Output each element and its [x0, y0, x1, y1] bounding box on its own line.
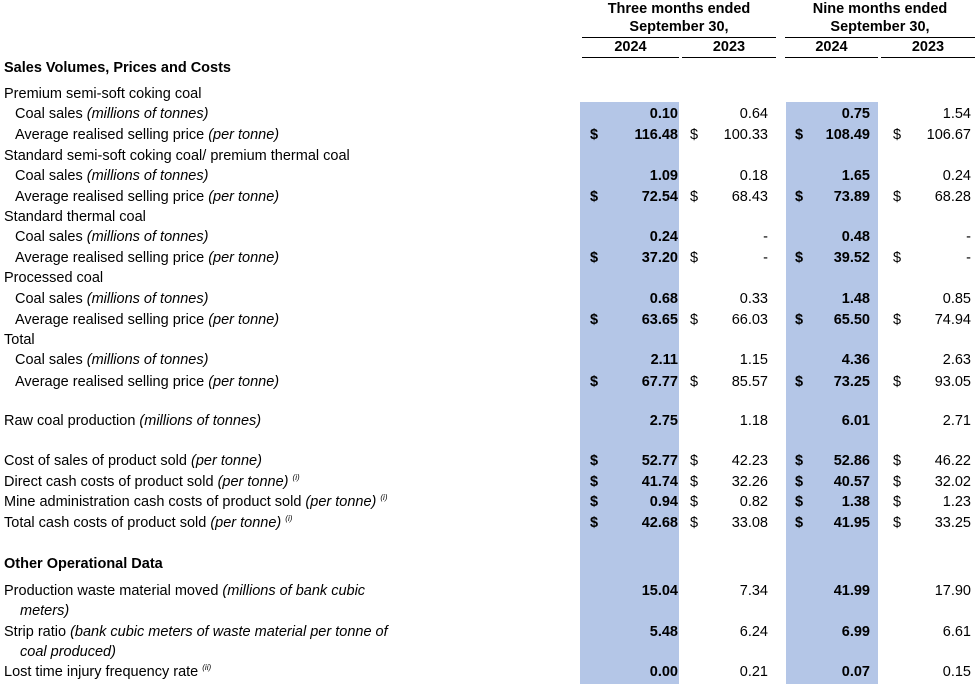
- group-processed-label: Processed coal: [4, 270, 104, 286]
- currency-sign: $: [893, 374, 902, 390]
- year-header-n-2023: 2023: [911, 39, 945, 55]
- row-label: Coal sales (millions of tonnes): [15, 291, 209, 307]
- row-label: Coal sales (millions of tonnes): [15, 168, 209, 184]
- currency-sign: $: [795, 453, 804, 469]
- row-processed-price: [0, 310, 975, 330]
- currency-sign: $: [590, 453, 599, 469]
- row-waste-moved: [0, 581, 975, 621]
- currency-sign: $: [690, 453, 699, 469]
- currency-sign: $: [590, 312, 599, 328]
- value-n-2023: 32.02: [934, 474, 971, 490]
- value-q-2023: 33.08: [731, 515, 768, 531]
- value-n-2023: 46.22: [934, 453, 971, 469]
- group-total: [0, 330, 975, 350]
- row-strip-ratio: [0, 622, 975, 662]
- currency-sign: $: [795, 250, 804, 266]
- currency-sign: $: [690, 515, 699, 531]
- value-q-2023: 1.15: [739, 352, 768, 368]
- value-q-2023: 66.03: [731, 312, 768, 328]
- nine-months-date: September 30,: [830, 19, 930, 35]
- group-processed: [0, 268, 975, 288]
- value-n-2023: 17.90: [934, 583, 971, 599]
- row-total-sales: [0, 350, 975, 370]
- currency-sign: $: [690, 312, 699, 328]
- value-n-2024: 41.99: [833, 583, 870, 599]
- currency-sign: $: [795, 312, 804, 328]
- three-months-title: Three months ended: [607, 1, 751, 17]
- currency-sign: $: [893, 515, 902, 531]
- value-n-2023: 0.15: [942, 664, 971, 680]
- row-standard-ssc-sales: [0, 166, 975, 186]
- row-raw-production: [0, 411, 975, 431]
- row-label: Production waste material moved (millions of bank cubic meters): [4, 583, 366, 619]
- currency-sign: $: [590, 474, 599, 490]
- currency-sign: $: [690, 374, 699, 390]
- value-n-2024: 41.95: [833, 515, 870, 531]
- row-label: Average realised selling price (per tonne): [15, 374, 280, 390]
- value-q-2024: 2.75: [649, 413, 678, 429]
- value-n-2024: 39.52: [833, 250, 870, 266]
- value-n-2024: 65.50: [833, 312, 870, 328]
- three-months-header: [582, 0, 776, 36]
- currency-sign: $: [590, 494, 599, 510]
- value-n-2023: 2.63: [942, 352, 971, 368]
- value-q-2023: 0.82: [739, 494, 768, 510]
- row-thermal-price: [0, 248, 975, 268]
- currency-sign: $: [590, 189, 599, 205]
- row-standard-ssc-price: [0, 187, 975, 207]
- section-other: [0, 554, 975, 574]
- currency-sign: $: [590, 127, 599, 143]
- value-n-2023: 0.85: [942, 291, 971, 307]
- row-processed-sales: [0, 289, 975, 309]
- value-n-2023: 68.28: [934, 189, 971, 205]
- value-q-2023: 0.18: [739, 168, 768, 184]
- value-q-2024: 0.24: [649, 229, 678, 245]
- value-n-2023: 1.23: [942, 494, 971, 510]
- row-label: Coal sales (millions of tonnes): [15, 106, 209, 122]
- value-n-2024: 0.48: [841, 229, 870, 245]
- currency-sign: $: [795, 474, 804, 490]
- value-n-2024: 108.49: [825, 127, 870, 143]
- row-label: Cost of sales of product sold (per tonne): [4, 453, 262, 469]
- value-n-2023: -: [966, 250, 971, 266]
- value-n-2024: 0.75: [841, 106, 870, 122]
- value-q-2023: -: [763, 229, 768, 245]
- row-total-cash-costs: [0, 513, 975, 533]
- value-q-2024: 0.68: [649, 291, 678, 307]
- value-n-2023: 6.61: [942, 624, 971, 640]
- value-n-2023: 0.24: [942, 168, 971, 184]
- value-q-2023: 0.64: [739, 106, 768, 122]
- three-months-date: September 30,: [629, 19, 729, 35]
- row-label: Coal sales (millions of tonnes): [15, 229, 209, 245]
- value-q-2024: 67.77: [641, 374, 678, 390]
- value-q-2024: 116.48: [634, 127, 678, 143]
- currency-sign: $: [893, 189, 902, 205]
- value-n-2023: 1.54: [942, 106, 971, 122]
- value-q-2023: 42.23: [731, 453, 768, 469]
- group-standard-thermal-label: Standard thermal coal: [4, 209, 146, 225]
- value-q-2023: 0.33: [739, 291, 768, 307]
- year-header-q-2024: 2024: [614, 39, 647, 55]
- row-ltifr: [0, 662, 975, 682]
- footnote-marker: (i): [292, 473, 300, 482]
- value-n-2023: -: [966, 229, 971, 245]
- row-label: Average realised selling price (per tonne): [15, 189, 280, 205]
- value-q-2024: 37.20: [641, 250, 678, 266]
- row-label: Lost time injury frequency rate $^{(ii)}$: [4, 663, 212, 680]
- currency-sign: $: [893, 127, 902, 143]
- value-q-2023: 68.43: [731, 189, 768, 205]
- value-n-2024: 4.36: [841, 352, 870, 368]
- value-q-2024: 0.00: [649, 664, 678, 680]
- group-premium-label: Premium semi-soft coking coal: [4, 86, 202, 102]
- currency-sign: $: [795, 515, 804, 531]
- row-label: Average realised selling price (per tonne): [15, 250, 280, 266]
- value-q-2023: 100.33: [723, 127, 768, 143]
- row-label: Direct cash costs of product sold (per tonne) $^{(i)}$: [4, 473, 300, 490]
- currency-sign: $: [590, 515, 599, 531]
- row-label: Total cash costs of product sold (per tonne) $^{(i)}$: [4, 514, 293, 531]
- currency-sign: $: [690, 494, 699, 510]
- currency-sign: $: [690, 127, 699, 143]
- group-total-label: Total: [4, 332, 35, 348]
- value-q-2023: 32.26: [731, 474, 768, 490]
- row-total-price: [0, 372, 975, 392]
- nine-months-title: Nine months ended: [812, 1, 948, 17]
- value-n-2023: 93.05: [934, 374, 971, 390]
- value-q-2024: 41.74: [641, 474, 678, 490]
- footnote-marker: (i): [380, 493, 388, 502]
- value-q-2023: 7.34: [739, 583, 768, 599]
- row-thermal-sales: [0, 227, 975, 247]
- currency-sign: $: [893, 474, 902, 490]
- currency-sign: $: [690, 250, 699, 266]
- currency-sign: $: [590, 250, 599, 266]
- value-q-2024: 0.10: [649, 106, 678, 122]
- value-n-2023: 74.94: [934, 312, 971, 328]
- group-standard-ssc: [0, 146, 975, 166]
- currency-sign: $: [893, 250, 902, 266]
- value-q-2023: 6.24: [739, 624, 768, 640]
- value-q-2023: 1.18: [739, 413, 768, 429]
- value-n-2024: 6.99: [841, 624, 870, 640]
- group-standard-thermal: [0, 207, 975, 227]
- value-n-2024: 0.07: [841, 664, 870, 680]
- currency-sign: $: [690, 474, 699, 490]
- value-n-2023: 33.25: [934, 515, 971, 531]
- value-q-2024: 2.11: [650, 352, 678, 368]
- footnote-marker: (i): [285, 514, 293, 523]
- row-label: Average realised selling price (per tonne): [15, 127, 280, 143]
- section-sales-title: Sales Volumes, Prices and Costs: [4, 60, 231, 76]
- value-n-2024: 1.38: [841, 494, 870, 510]
- value-q-2024: 0.94: [649, 494, 678, 510]
- year-header-n-2024: 2024: [815, 39, 848, 55]
- row-label: Strip ratio (bank cubic meters of waste material per tonne of coal produced): [4, 624, 388, 660]
- currency-sign: $: [795, 374, 804, 390]
- row-label: Raw coal production (millions of tonnes): [4, 413, 262, 429]
- value-n-2024: 73.89: [833, 189, 870, 205]
- currency-sign: $: [795, 189, 804, 205]
- value-q-2024: 1.09: [649, 168, 678, 184]
- section-other-title: Other Operational Data: [4, 556, 163, 572]
- value-q-2023: -: [763, 250, 768, 266]
- row-premium-sales: [0, 104, 975, 124]
- section-sales: [0, 58, 975, 78]
- row-label: Mine administration cash costs of product sold (per tonne) $^{(i)}$: [4, 493, 388, 510]
- value-q-2023: 0.21: [739, 664, 768, 680]
- value-q-2024: 63.65: [641, 312, 678, 328]
- year-header-q-2023: 2023: [712, 39, 746, 55]
- value-n-2024: 40.57: [833, 474, 870, 490]
- group-standard-ssc-label: Standard semi-soft coking coal/ premium thermal coal: [4, 148, 350, 164]
- value-n-2024: 1.48: [841, 291, 870, 307]
- value-n-2024: 52.86: [833, 453, 870, 469]
- value-q-2024: 42.68: [641, 515, 678, 531]
- value-n-2023: 106.67: [926, 127, 971, 143]
- value-n-2024: 1.65: [841, 168, 870, 184]
- row-premium-price: [0, 125, 975, 145]
- footnote-marker: (ii): [202, 663, 212, 672]
- currency-sign: $: [795, 494, 804, 510]
- currency-sign: $: [795, 127, 804, 143]
- value-q-2023: 85.57: [731, 374, 768, 390]
- value-q-2024: 5.48: [649, 624, 678, 640]
- value-q-2024: 52.77: [641, 453, 678, 469]
- row-cost-of-sales: [0, 451, 975, 471]
- currency-sign: $: [590, 374, 599, 390]
- row-direct-cash-costs: [0, 472, 975, 492]
- value-n-2023: 2.71: [942, 413, 971, 429]
- row-label: Average realised selling price (per tonne): [15, 312, 280, 328]
- value-q-2024: 15.04: [641, 583, 678, 599]
- value-q-2024: 72.54: [641, 189, 678, 205]
- nine-months-header: [785, 0, 975, 36]
- row-mine-admin-costs: [0, 492, 975, 512]
- currency-sign: $: [893, 453, 902, 469]
- currency-sign: $: [690, 189, 699, 205]
- group-premium: [0, 84, 975, 104]
- currency-sign: $: [893, 312, 902, 328]
- value-n-2024: 6.01: [841, 413, 870, 429]
- row-label: Coal sales (millions of tonnes): [15, 352, 209, 368]
- value-n-2024: 73.25: [833, 374, 870, 390]
- currency-sign: $: [893, 494, 902, 510]
